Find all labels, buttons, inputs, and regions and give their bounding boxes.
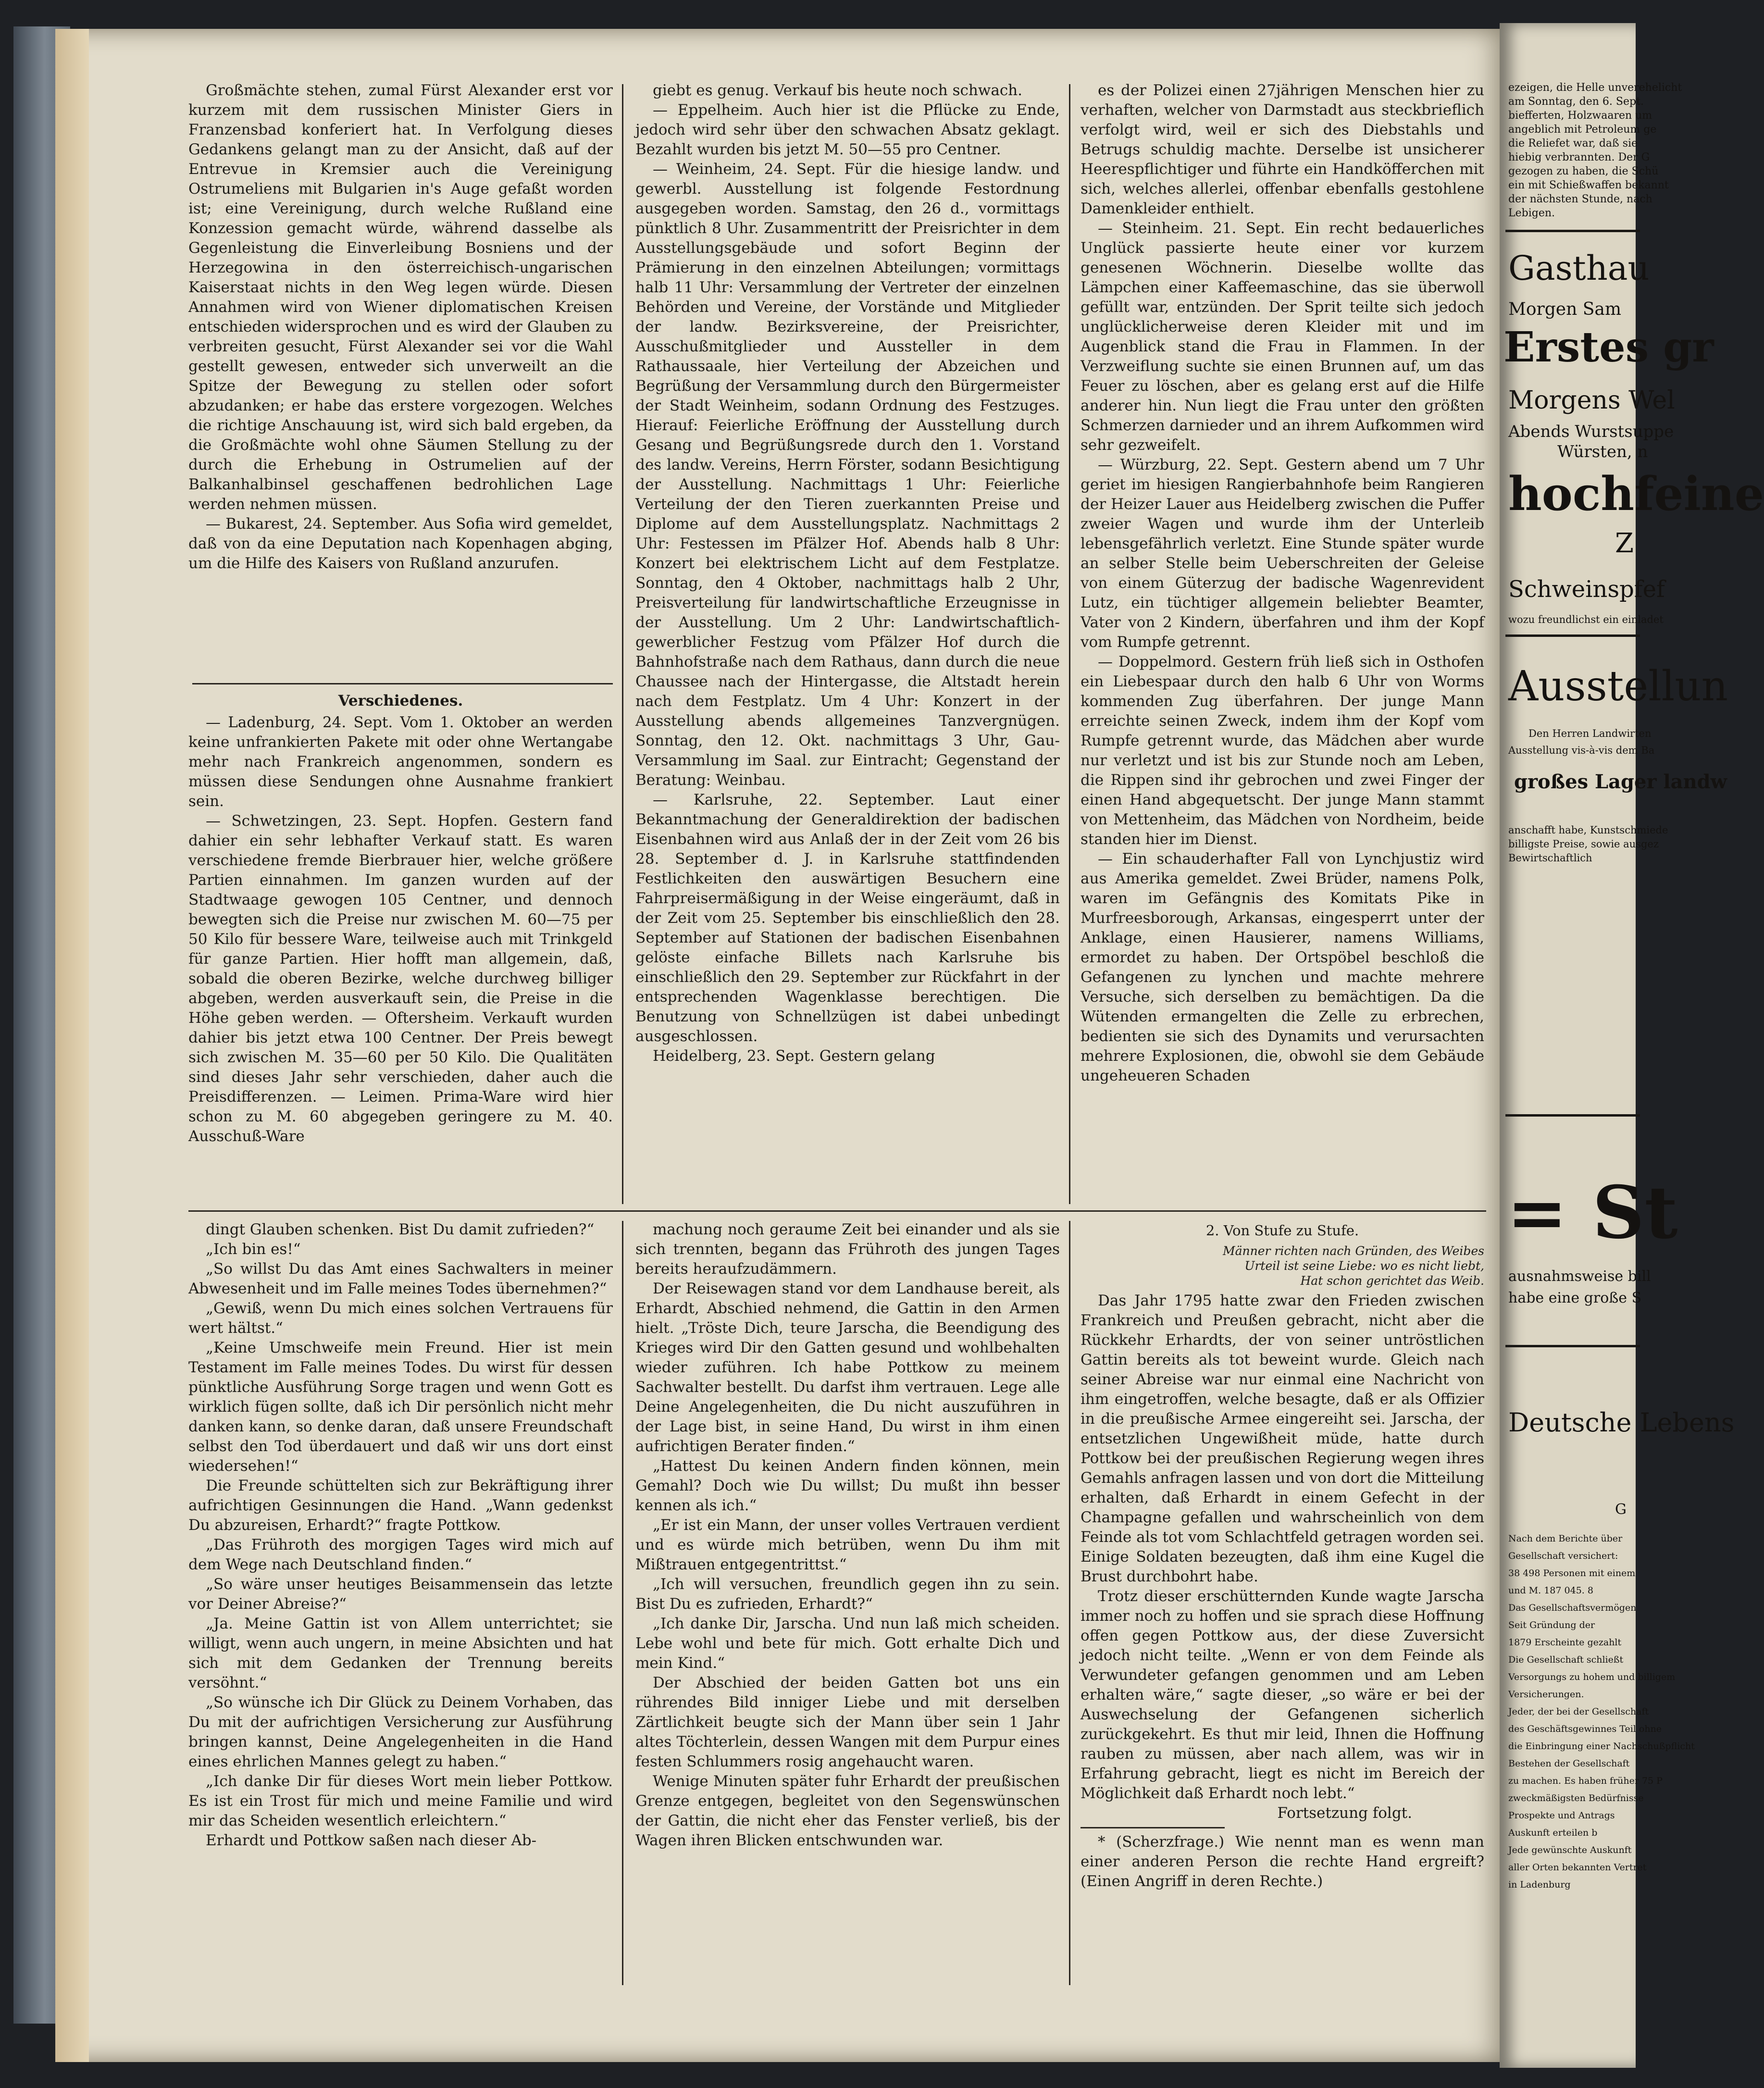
paragraph: „Gewiß, wenn Du mich eines solchen Vertrauens für wert hältst.“ <box>188 1300 613 1337</box>
text-fragment: zu machen. Es haben früher 75 P <box>1508 1776 1663 1786</box>
column-rule <box>622 84 623 1204</box>
ad-g: G <box>1615 1501 1627 1518</box>
bottom-column-3 <box>1081 1220 1484 1989</box>
top-column-3 <box>1081 81 1484 1206</box>
top-column-1b <box>188 686 613 1208</box>
adjacent-article-fragments <box>1508 81 1682 220</box>
paragraph: — Ein schauderhafter Fall von Lynchjustiz wird aus Amerika gemeldet. Zwei Brüder, namens Polk, waren im Gefängnis des Komitats Pike in Murfreesborough, Arkansas, eingesperrt unter der Anklage, einen Hausierer, namens Williams, ermordet zu haben. Der Ortspöbel beschloß die Gefangenen zu lynchen und machte mehrere Versuche, sich derselben zu bemächtigen. Da die Wütenden ermangelten die Zelle zu erbrechen, bedienten sie sich des Dynamits und verursachten mehrere Explosionen, die, obwohl sie dem Gebäude ungeheueren Schaden <box>1081 850 1484 1084</box>
ad-rule <box>1505 1114 1640 1117</box>
motto-line: Männer richten nach Gründen, des Weibes <box>1223 1244 1484 1258</box>
ad-einladet: wozu freundlichst ein einladet <box>1508 614 1664 625</box>
text-fragment: ein mit Schießwaffen bekannt <box>1508 179 1669 191</box>
text-fragment: Auskunft erteilen b <box>1508 1827 1598 1838</box>
paragraph: Wenige Minuten später fuhr Erhardt der preußischen Grenze entgegen, begleitet von den Segenswünschen der Gattin, die nicht eher das Fenster verließ, bis der Wagen ihren Blicken entschwunden war. <box>635 1773 1060 1849</box>
top-column-1 <box>188 81 613 682</box>
paragraph: — Karlsruhe, 22. September. Laut einer Bekanntmachung der Generaldirektion der badischen Eisenbahnen wird aus Anlaß der in der Zeit vom 26 bis 28. September d. J. in Karlsruhe stattfindenden Festlichkeiten den auswärtigen Besuchern eine Fahrpreisermäßigung in der Weise eingeräumt, daß in der Zeit vom 25. September bis einschließlich den 28. September auf Stationen der badischen Eisenbahnen gelöste einfache Billets nach Karlsruhe bis einschließlich den 29. September zur Rückfahrt in der entsprechenden Wagenklasse berechtigen. Die Benutzung von Schnellzügen ist dabei unbedingt ausgeschlossen. <box>635 791 1060 1045</box>
text-fragment: des Geschäftsgewinnes Teil ohne <box>1508 1724 1662 1734</box>
text-fragment: Das Gesellschaftsvermögen <box>1508 1603 1637 1613</box>
text-fragment: Seit Gründung der <box>1508 1620 1595 1630</box>
joke-riddle: * (Scherzfrage.) Wie nennt man es wenn man einer anderen Person die rechte Hand ergreift? (Einen Angriff in deren Rechte.) <box>1081 1833 1484 1890</box>
ad-ausnahms: ausnahmsweise bill <box>1508 1268 1651 1285</box>
paragraph: — Weinheim, 24. Sept. Für die hiesige landw. und gewerbl. Ausstellung ist folgende Festordnung ausgegeben worden. Samstag, den 26 d., vormittags pünktlich 8 Uhr. Zusammentritt der Preisrichter in dem Ausstellungsgebäude und sofort Beginn der Prämierung in den einzelnen Abteilungen; vormittags halb 11 Uhr: Versammlung der Vertreter der einzelnen Behörden und Vereine, der Vorstände und Mitglieder der landw. Bezirksvereine, der Preisrichter, Ausschußmitglieder und Aussteller in dem Rathaussaale, hier Verteilung der Abzeichen und Begrüßung der Versammlung durch den Bürgermeister der Stadt Weinheim, sodann Ordnung des Festzuges. Hierauf: Feierliche Eröffnung der Ausstellung durch Gesang und Begrüßungsrede durch den 1. Vorstand des landw. Vereins, Herrn Förster, sodann Besichtigung der Ausstellung. Nachmittags 1 Uhr: Feierliche Verteilung der den Tieren zuerkannten Preise und Diplome auf dem Ausstellungsplatz. Nachmittags 2 Uhr: Festessen im Pfälzer Hof. Abends halb 8 Uhr: Konzert bei elektrischem Licht auf dem Festplatze. Sonntag, den 4 Oktober, nachmittags halb 2 Uhr, Preisverteilung für landwirtschaftliche Erzeugnisse in der Ausstellung. Um 2 Uhr: Landwirtschaftlich-gewerblicher Festzug vom Pfälzer Hof durch die Bahnhofstraße nach dem Rathaus, dann durch die neue Chaussee nach der Hintergasse, die Altstadt herein nach dem Festplatz. Um 4 Uhr: Konzert in der Ausstellung abends allgemeines Tanzvergnügen. Sonntag, den 12. Okt. nachmittags 3 Uhr, Gau-Versammlung im Saal. zur Eintracht; Gegenstand der Beratung: Weinbau. <box>635 161 1060 789</box>
text-fragment: Bewirtschaftlich <box>1508 852 1592 864</box>
text-fragment: Bestehen der Gesellschaft <box>1508 1758 1630 1769</box>
verschiedenes-heading: Verschiedenes. <box>338 692 463 709</box>
top-column-2 <box>635 81 1060 1206</box>
text-fragment: ezeigen, die Helle unverehelicht <box>1508 82 1682 94</box>
ad-hochfeine: hochfeine <box>1508 467 1764 521</box>
text-fragment: die Reliefet war, daß sie <box>1508 137 1638 149</box>
ad-fragments <box>1508 1530 1695 1893</box>
ad-morgen: Morgen Sam <box>1508 299 1621 319</box>
paragraph: „Das Frühroth des morgigen Tages wird mich auf dem Wege nach Deutschland finden.“ <box>188 1536 613 1573</box>
paragraph: — Eppelheim. Auch hier ist die Pflücke zu Ende, jedoch wird sehr über den schwachen Absatz geklagt. Bezahlt wurden bis jetzt M. 50—55 pro Centner. <box>635 101 1060 158</box>
paragraph: dingt Glauben schenken. Bist Du damit zufrieden?“ <box>206 1221 595 1238</box>
text-fragment: angeblich mit Petroleum ge <box>1508 124 1657 136</box>
paragraph: Trotz dieser erschütternden Kunde wagte Jarscha immer noch zu hoffen und sie sprach diese Hoffnung offen gegen Pottkow aus, der diese Zuversicht jedoch nicht teilte. „Wenn er von dem Feinde als Verwundeter gefangen genommen und am Leben erhalten wäre,“ sagte dieser, „so wäre er bei der Auswechselung der Gefangenen sicherlich zurückgekehrt. Es thut mir leid, Ihnen die Hoffnung rauben zu müssen, aber nach allem, was wir in Erfahrung gebracht, liegt es nicht im Bereich der Möglichkeit daß Erhardt noch lebt.“ <box>1081 1588 1484 1802</box>
paragraph: — Ladenburg, 24. Sept. Vom 1. Oktober an werden keine unfrankierten Pakete mit oder ohne Wertangabe mehr nach Frankreich angenommen, sondern es müssen diese Sendungen ohne Ausnahme frankiert sein. <box>188 714 613 810</box>
paragraph: Erhardt und Pottkow saßen nach dieser Ab- <box>206 1832 537 1849</box>
text-fragment: Jede gewünschte Auskunft <box>1508 1845 1632 1855</box>
text-fragment: Versorgungs zu hohem und billigem <box>1508 1672 1676 1682</box>
motto-line: Hat schon gerichtet das Weib. <box>1300 1274 1484 1288</box>
motto-line: Urteil ist seine Liebe: wo es nicht liebt, <box>1244 1259 1484 1273</box>
text-fragment: Die Gesellschaft schließt <box>1508 1654 1624 1665</box>
adjacent-page <box>1500 23 1764 2068</box>
bottom-column-2 <box>635 1220 1060 1989</box>
paragraph: „So wünsche ich Dir Glück zu Deinem Vorhaben, das Du mit der aufrichtigen Versicherung zur Ausführung bringen kannst, Deine Angelegenheiten in die Hand eines ehrlichen Mannes gelegt zu haben.“ <box>188 1694 613 1770</box>
text-fragment: und M. 187 045. 8 <box>1508 1585 1593 1596</box>
paragraph: „Ich bin es!“ <box>206 1241 301 1258</box>
page-divider <box>188 1210 1486 1212</box>
ad-rule <box>1505 1345 1640 1347</box>
paragraph: Der Reisewagen stand vor dem Landhause bereit, als Erhardt, Abschied nehmend, die Gattin in den Armen hielt. „Tröste Dich, teure Jarscha, die Beendigung des Krieges wird Dir den Gatten gesund und wohlbehalten wieder zuführen. Ich habe Pottkow zu meinem Sachwalter bestellt. Du darfst ihm vertrauen. Lege alle Deine Angelegenheiten, die Du nicht auszuführen in der Lage bist, in seine Hand, Du wirst in ihm einen aufrichtigen Berater finden.“ <box>635 1280 1060 1455</box>
paragraph: Die Freunde schüttelten sich zur Bekräftigung ihrer aufrichtigen Gesinnungen die Hand. „Wann gedenkst Du abzureisen, Erhardt?“ fragte Pottkow. <box>188 1477 613 1534</box>
ad-fragments <box>1508 823 1668 865</box>
text-fragment: Versicherungen. <box>1508 1689 1584 1700</box>
ad-lebens: Deutsche Lebens <box>1508 1407 1735 1438</box>
paragraph: — Würzburg, 22. Sept. Gestern abend um 7 Uhr geriet im hiesigen Rangierbahnhofe beim Rangieren der Heizer Lauer aus Heidelberg zwischen die Puffer zweier Wagen und wurde ihm der Unterleib lebensgefährlich verletzt. Eine Stunde später wurde an selber Stelle beim Ueberschreiten der Geleise von einem Güterzug der badische Wagenrevident Lutz, ein tüchtiger allgemein beliebter Beamter, Vater von 2 Kindern, überfahren und ihm der Kopf vom Rumpfe getrennt. <box>1081 456 1484 651</box>
text-fragment: Nach dem Berichte über <box>1508 1533 1623 1544</box>
page-edge <box>55 29 89 2062</box>
ad-erstes: Erstes gr <box>1503 323 1714 372</box>
paragraph: Großmächte stehen, zumal Fürst Alexander erst vor kurzem mit dem russischen Minister Giers in Franzensbad konferiert hat. In Verfolgung dieses Gedankens gelangt man zu der Ansicht, daß auf der Entrevue in Kremsier auch die Vereinigung Ostrumeliens mit Bulgarien in's Auge gefaßt worden ist; eine Vereinigung, durch welche Rußland eine Konzession gemacht würde, während dasselbe als Gegenleistung die Einverleibung Bosniens und der Herzegowina in den österreichisch-ungarischen Kaiserstaat nichts in den Weg legen würde. Diesen Annahmen wird von Wiener diplomatischen Kreisen entschieden widersprochen und es wird der Glauben zu verbreiten gesucht, Fürst Alexander sei vor die Wahl gestellt gewesen, entweder sich unverweilt an die Spitze der Bewegung zu stellen oder sofort abzudanken; er habe das erstere vorgezogen. Welches die richtige Anschauung ist, wird sich bald ergeben, da die Großmächte wohl ohne Säumen Stellung zu der durch die Erhebung in Ostrumelien auf der Balkanhalbinsel geschaffenen bedrohlichen Lage werden nehmen müssen. <box>188 82 613 513</box>
ad-wuersten: Würsten, n <box>1557 442 1648 461</box>
paragraph: „Ja. Meine Gattin ist von Allem unterrichtet; sie willigt, wenn auch ungern, in meine Absichten und hat sich mit dem Gedanken der Trennung bereits versöhnt.“ <box>188 1615 613 1691</box>
text-fragment: Gesellschaft versichert: <box>1508 1551 1618 1561</box>
paragraph: es der Polizei einen 27jährigen Menschen hier zu verhaften, welcher von Darmstadt aus steckbrieflich verfolgt wird, weil er sich des Diebstahls und Betrugs schuldig machte. Derselbe ist unsicherer Heerespflichtiger und führte ein Handköfferchen mit sich, welches allerlei, offenbar ebenfalls gestohlene Damenkleider enthielt. <box>1081 82 1484 217</box>
paragraph: „Ich danke Dir für dieses Wort mein lieber Pottkow. Es ist ein Trost für mich und meine Familie und wird mir das Scheiden wesentlich erleichtern.“ <box>188 1773 613 1829</box>
text-fragment: 1879 Erscheinte gezahlt <box>1508 1637 1622 1648</box>
ad-morgens: Morgens Wel <box>1508 386 1675 415</box>
ad-rule <box>1505 634 1640 637</box>
ad-z: Z <box>1615 528 1634 559</box>
paragraph: „So wäre unser heutiges Beisammensein das letzte vor Deiner Abreise?“ <box>188 1576 613 1613</box>
chapter-motto <box>1081 1243 1484 1288</box>
paragraph: „So willst Du das Amt eines Sachwalters in meiner Abwesenheit und im Falle meines Todes übernehmen?“ <box>188 1260 613 1297</box>
text-fragment: aller Orten bekannten Vertret <box>1508 1862 1647 1873</box>
text-fragment: Prospekte und Antrags <box>1508 1810 1615 1821</box>
text-fragment: biefferten, Holzwaaren um <box>1508 110 1652 122</box>
text-fragment: Jeder, der bei der Gesellschaft <box>1508 1706 1649 1717</box>
paragraph: „Keine Umschweife mein Freund. Hier ist mein Testament im Falle meines Todes. Du wirst für dessen pünktliche Ausführung Sorge tragen und wenn Gott es wirklich fügen sollte, daß ich Dir persönlich nicht mehr danken kann, so denke daran, daß unsere Freundschaft selbst den Tod überdauert und daß wir uns dort einst wiedersehen!“ <box>188 1339 613 1475</box>
paragraph: Heidelberg, 23. Sept. Gestern gelang <box>653 1047 935 1065</box>
ad-abends: Abends Wurstsuppe <box>1508 422 1674 441</box>
short-rule <box>1081 1827 1225 1828</box>
ad-gasthaus: Gasthau <box>1508 249 1650 288</box>
text-fragment: gezogen zu haben, die Schü <box>1508 165 1659 177</box>
paragraph: — Steinheim. 21. Sept. Ein recht bedauerliches Unglück passierte heute einer vor kurzem genesenen Wöchnerin. Dieselbe wollte das Lämpchen einer Kaffeemaschine, das sie überwoll gefüllt war, entzünden. Der Sprit teilte sich jedoch unglücklicherweise deren Kleider mit und im Augenblick stand die Frau in Flammen. In der Verzweiflung suchte sie einen Brunnen auf, um das Feuer zu löschen, aber es gelang erst auf die Hilfe anderer hin. Nun liegt die Frau unter den größten Schmerzen darnieder und an ihrem Aufkommen wird sehr gezweifelt. <box>1081 220 1484 454</box>
paragraph: — Schwetzingen, 23. Sept. Hopfen. Gestern fand dahier ein sehr lebhafter Verkauf statt. Es waren verschiedene fremde Bierbrauer hier, welche größere Partien einnahmen. Im ganzen wurden auf der Stadtwaage gewogen 105 Centner, und dennoch bewegten sich die Preise nur zwischen M. 60—75 per 50 Kilo für bessere Ware, teilweise auch mit Trinkgeld für ganze Partien. Hier hofft man allgemein, daß, sobald die oberen Bezirke, welche durchweg billiger abgeben, werden ausverkauft sein, die Preise in die Höhe geben werden. — Oftersheim. Verkauft wurden dahier bis jetzt etwa 100 Centner. Der Preis bewegt sich zwischen M. 35—60 per 50 Kilo. Die Qualitäten sind dieses Jahr sehr verschieden, daher auch die Preisdifferenzen. — Leimen. Prima-Ware wird hier schon zu M. 60 abgegeben geringere zu M. 40. Ausschuß-Ware <box>188 812 613 1145</box>
ad-rule <box>1505 230 1640 232</box>
text-fragment: in Ladenburg <box>1508 1879 1571 1890</box>
text-fragment: hiebig verbrannten. Der G <box>1508 151 1650 163</box>
paragraph: machung noch geraume Zeit bei einander und als sie sich trennten, begann das Frühroth des jungen Tages bereits heraufzudämmern. <box>635 1221 1060 1278</box>
paragraph: — Doppelmord. Gestern früh ließ sich in Osthofen ein Liebespaar durch den halb 6 Uhr von Worms kommenden Zug überfahren. Der junge Mann erreichte seinen Zweck, indem ihm der Kopf vom Rumpfe getrennt wurde, das Mädchen aber wurde nur verletzt und ist bis zur Stunde noch am Leben, die Rippen sind ihr gebrochen und zwei Finger der einen Hand abgequetscht. Der junge Mann stammt von Mettenheim, das Mädchen von Nordheim, beide standen hier im Dienst. <box>1081 653 1484 848</box>
ad-schweins: Schweinspfef <box>1508 576 1665 603</box>
ad-landwirten: Den Herren Landwirten <box>1528 728 1652 739</box>
ad-grosse: habe eine große S <box>1508 1290 1642 1306</box>
continued-note: Fortsetzung folgt. <box>1277 1804 1412 1822</box>
chapter-subheading: 2. Von Stufe zu Stufe. <box>1205 1222 1359 1239</box>
paragraph: „Er ist ein Mann, der unser volles Vertrauen verdient und es würde mich betrüben, wenn Du ihm mit Mißtrauen entgegentrittst.“ <box>635 1516 1060 1573</box>
column-rule <box>1069 1221 1070 1985</box>
text-fragment: die Einbringung einer Nachschußpflicht <box>1508 1741 1695 1752</box>
paragraph: — Bukarest, 24. September. Aus Sofia wird gemeldet, daß von da eine Deputation nach Kopenhagen abging, um die Hilfe des Kaisers von Rußland anzurufen. <box>188 515 613 572</box>
paragraph: „Ich will versuchen, freundlich gegen ihn zu sein. Bist Du es zufrieden, Erhardt?“ <box>635 1576 1060 1613</box>
ad-st: = St <box>1507 1170 1678 1255</box>
text-fragment: der nächsten Stunde, nach <box>1508 193 1652 205</box>
bottom-column-1 <box>188 1220 613 1989</box>
paragraph: giebt es genug. Verkauf bis heute noch schwach. <box>653 82 1023 99</box>
paragraph: Das Jahr 1795 hatte zwar den Frieden zwischen Frankreich und Preußen gebracht, nicht aber die Rückkehr Erhardts, der von seiner untröstlichen Gattin bereits als tot beweint wurde. Gleich nach seiner Abreise war nur einmal eine Nachricht von ihm eingetroffen, welche besagte, daß er als Offizier in die preußische Armee eingereiht sei. Jarscha, der entsetzlichen Ungewißheit müde, hatte durch Pottkow bei der preußischen Regierung wegen ihres Gemahls anfragen lassen und von dort die Mitteilung erhalten, daß Erhardt in einem Gefecht in der Champagne gefallen und wahrscheinlich von dem Feinde als tot vom Schlachtfeld getragen worden sei. Einige Soldaten bezeugten, daß ihm eine Kugel die Brust durchbohrt habe. <box>1081 1292 1484 1585</box>
section-divider-short <box>192 683 613 684</box>
text-fragment: billigste Preise, sowie ausgez <box>1508 838 1659 850</box>
paragraph: Der Abschied der beiden Gatten bot uns ein rührendes Bild inniger Liebe und mit derselben Zärtlichkeit beugte sich der Mann über sein 1 Jahr altes Töchterlein, dessen Wangen mit dem Purpur eines festen Schlummers rosig angehaucht waren. <box>635 1674 1060 1770</box>
column-rule <box>1069 84 1070 1204</box>
ad-vis: Ausstellung vis-à-vis dem Ba <box>1508 745 1655 756</box>
paragraph: „Hattest Du keinen Andern finden können, mein Gemahl? Doch wie Du willst; Du mußt ihn besser kennen als ich.“ <box>635 1457 1060 1514</box>
text-fragment: 38 498 Personen mit einem <box>1508 1568 1636 1578</box>
text-fragment: anschafft habe, Kunstschmiede <box>1508 824 1668 836</box>
ad-lager: großes Lager landw <box>1514 771 1727 793</box>
text-fragment: Lebigen. <box>1508 207 1555 219</box>
text-fragment: zweckmäßigsten Bedürfnisse <box>1508 1793 1644 1803</box>
column-rule <box>622 1221 623 1985</box>
paragraph: „Ich danke Dir, Jarscha. Und nun laß mich scheiden. Lebe wohl und bete für mich. Gott erhalte Dich und mein Kind.“ <box>635 1615 1060 1672</box>
ad-ausstellung: Ausstellun <box>1508 662 1728 710</box>
text-fragment: am Sonntag, den 6. Sept. <box>1508 96 1644 108</box>
